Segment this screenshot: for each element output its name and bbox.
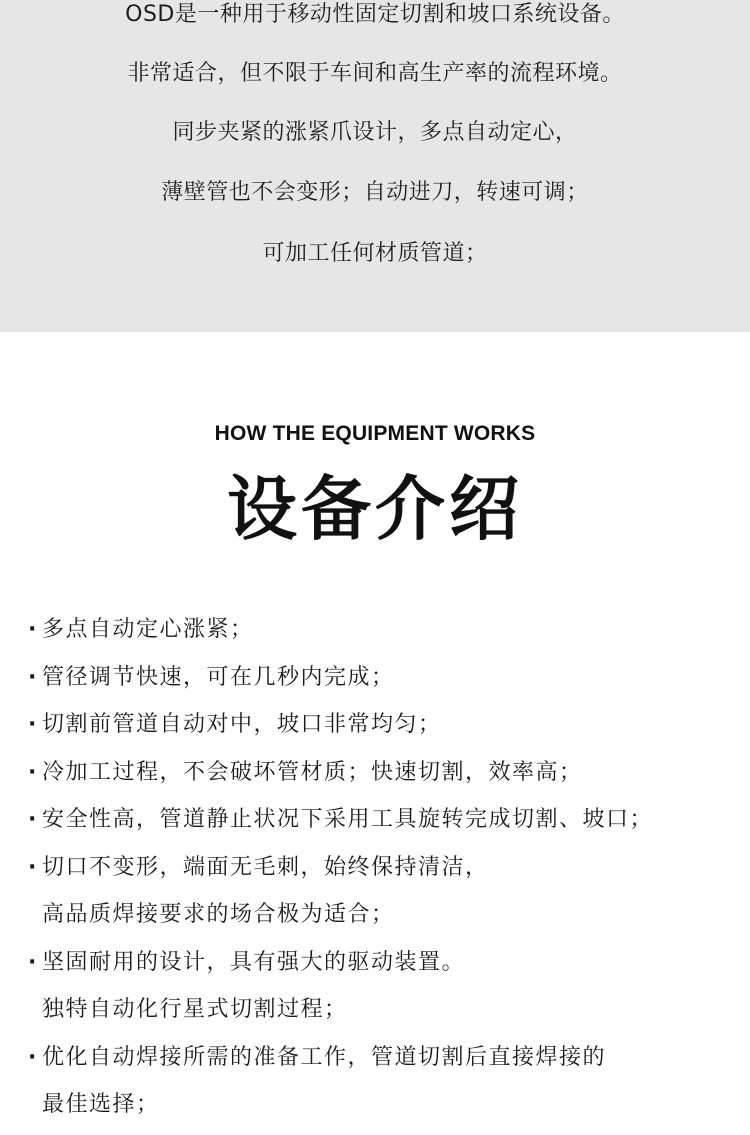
intro-line: OSD是一种用于移动性固定切割和坡口系统设备。 [125, 2, 625, 27]
feature-text: 最佳选择； [42, 1092, 160, 1117]
feature-item [28, 850, 746, 898]
feature-item [28, 1040, 746, 1088]
feature-text: 管径调节快速，可在几秒内完成； [42, 664, 395, 690]
intro-line: 可加工任何材质管道； [262, 241, 488, 266]
feature-item-continuation [28, 897, 746, 945]
feature-item [28, 660, 746, 708]
bullet-dot: · [28, 807, 38, 832]
feature-text: 坚固耐用的设计，具有强大的驱动装置。 [42, 949, 466, 975]
feature-text: 安全性高，管道静止状况下采用工具旋转完成切割、坡口； [42, 807, 654, 832]
bullet-dot: · [28, 949, 38, 975]
intro-panel [0, 0, 750, 332]
feature-item [28, 612, 746, 660]
feature-item-continuation [28, 992, 746, 1040]
bullet-dot: · [28, 1044, 38, 1070]
intro-line: 非常适合，但不限于车间和高生产率的流程环境。 [127, 61, 623, 86]
feature-text: 多点自动定心涨紧； [42, 617, 254, 642]
feature-item [28, 707, 746, 755]
feature-text: 优化自动焊接所需的准备工作，管道切割后直接焊接的 [42, 1044, 607, 1070]
feature-item [28, 945, 746, 993]
feature-text: 冷加工过程，不会破坏管材质；快速切割，效率高； [42, 759, 583, 785]
feature-text: 切口不变形，端面无毛刺，始终保持清洁， [42, 854, 489, 880]
intro-line: 薄壁管也不会变形；自动进刀，转速可调； [161, 180, 589, 205]
bullet-dot: · [28, 854, 38, 880]
feature-text: 切割前管道自动对中，坡口非常均匀； [42, 712, 442, 737]
feature-item [28, 802, 746, 850]
section-subtitle: HOW THE EQUIPMENT WORKS [214, 422, 536, 445]
feature-item [28, 755, 746, 803]
feature-list [28, 612, 746, 1135]
bullet-dot: · [28, 759, 38, 785]
intro-line: 同步夹紧的涨紧爪设计，多点自动定心， [172, 120, 578, 145]
bullet-dot: · [28, 712, 38, 737]
bullet-dot: · [28, 617, 38, 642]
feature-text: 高品质焊接要求的场合极为适合； [42, 902, 395, 927]
section-title: 设备介绍 [227, 468, 523, 550]
bullet-dot: · [28, 664, 38, 690]
feature-item-continuation [28, 1087, 746, 1135]
feature-text: 独特自动化行星式切割过程； [42, 997, 348, 1022]
